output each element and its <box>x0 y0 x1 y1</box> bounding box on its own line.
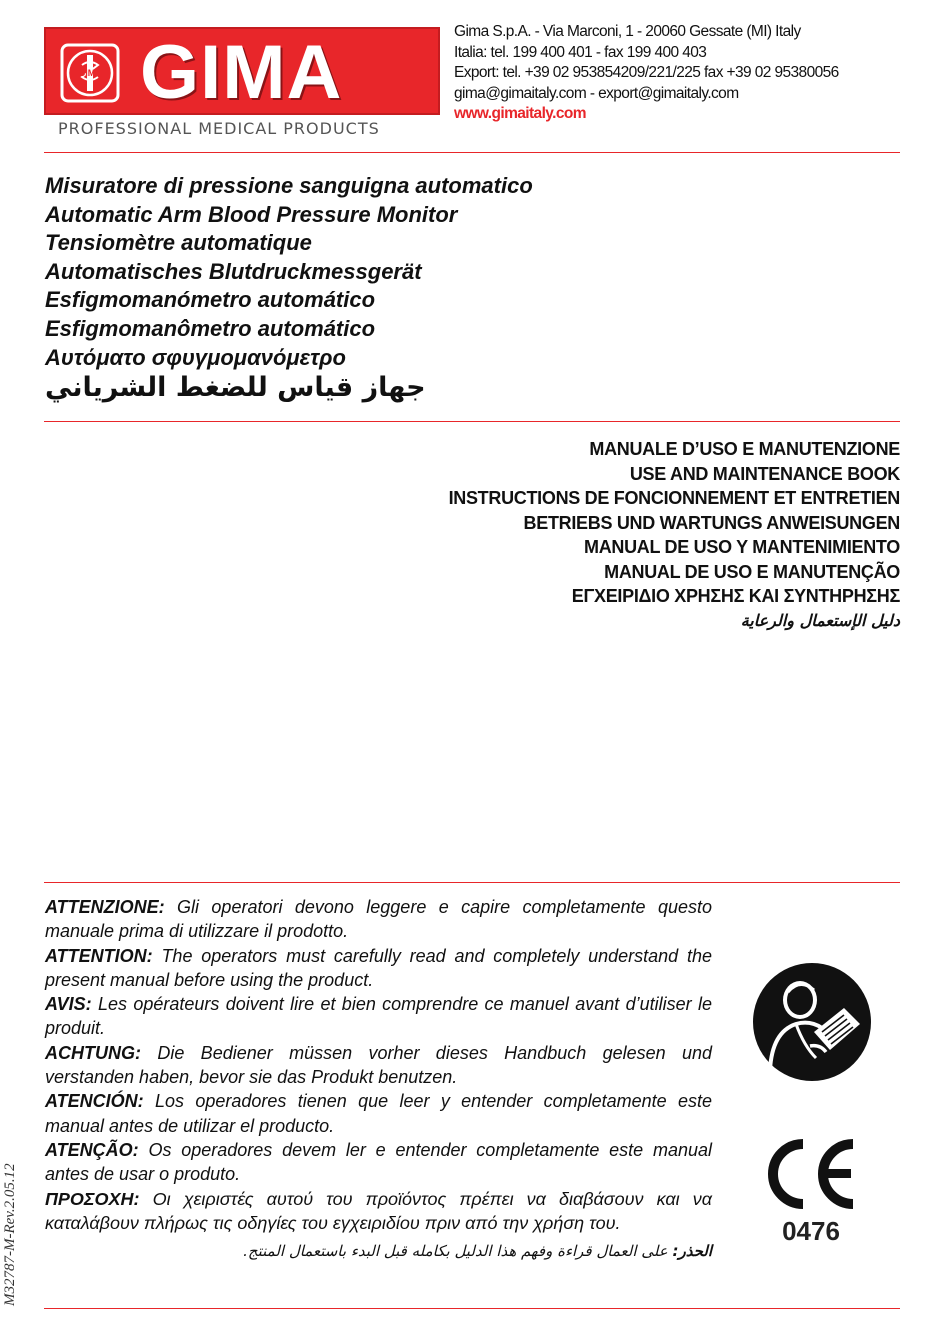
emblem-text: GIMA <box>78 68 102 78</box>
manual-titles <box>340 437 900 633</box>
company-info <box>454 22 894 125</box>
warning-text: Les opérateurs doivent lire et bien comprendre ce manuel avant d’utiliser le produit. <box>45 994 712 1039</box>
divider-rule <box>44 1308 900 1309</box>
company-export-phone: Export: tel. +39 02 953854209/221/225 fax +39 02 95380056 <box>454 64 839 82</box>
warning-block <box>45 895 712 1263</box>
warning-text: The operators must carefully read and completely understand the present manual before using the product. <box>45 945 712 990</box>
read-manual-icon <box>752 962 872 1082</box>
title-greek: Αυτόματο σφυγμομανόμετρο <box>45 344 346 370</box>
manual-portuguese: MANUAL DE USO E MANUTENÇÃO <box>604 561 900 582</box>
ce-mark-icon <box>763 1138 859 1210</box>
manual-english: USE AND MAINTENANCE BOOK <box>629 463 900 484</box>
warning-label: ATTENTION: <box>45 945 153 966</box>
document-revision: M32787-M-Rev.2.05.12 <box>2 1163 18 1306</box>
warning-arabic <box>45 1239 712 1263</box>
title-spanish: Esfigmomanómetro automático <box>45 287 376 313</box>
company-website: www.gimaitaly.com <box>454 105 586 123</box>
title-french: Tensiomètre automatique <box>45 230 312 256</box>
title-english: Automatic Arm Blood Pressure Monitor <box>45 201 458 227</box>
company-address: Gima S.p.A. - Via Marconi, 1 - 20060 Gessate (MI) Italy <box>454 23 801 40</box>
warning-label: ATTENZIONE: <box>45 897 165 917</box>
warning-text: على العمال قراءة وفهم هذا الدليل بكامله قبل البدء باستعمال المنتج. <box>243 1242 673 1261</box>
manual-italian: MANUALE D’USO E MANUTENZIONE <box>589 439 900 459</box>
warning-label: ATENÇÃO: <box>45 1139 139 1160</box>
warning-text: Gli operatori devono leggere e capire completamente questo manuale prima di utilizzare il prodotto. <box>45 897 712 942</box>
logo-tagline: PROFESSIONAL MEDICAL PRODUCTS <box>58 119 380 138</box>
warning-text: Die Bediener müssen vorher dieses Handbuch gelesen und verstanden haben, bevor sie das Produkt benutzen. <box>45 1042 712 1088</box>
warning-label: الحذر: <box>672 1242 712 1261</box>
warning-english <box>45 944 712 993</box>
company-italy-phone: Italia: tel. 199 400 401 - fax 199 400 403 <box>454 43 707 61</box>
title-arabic: جهاز قياس للضغط الشرياني <box>45 372 426 404</box>
manual-german: BETRIEBS UND WARTUNGS ANWEISUNGEN <box>523 512 900 533</box>
warning-text: Los operadores tienen que leer y entender completamente este manual antes de utilizar el producto. <box>45 1091 712 1136</box>
warning-greek <box>45 1187 712 1236</box>
warning-label: ATENCIÓN: <box>45 1091 144 1112</box>
divider-rule <box>44 421 900 422</box>
warning-text: Οι χειριστές αυτού του προϊόντος πρέπει να διαβάσουν και να καταλάβουν πλήρως τις οδηγίες του εγχειριδίου πριν από την χρήση του. <box>45 1188 712 1233</box>
manual-spanish: MANUAL DE USO Y MANTENIMIENTO <box>584 537 900 557</box>
warning-label: ACHTUNG: <box>45 1042 141 1063</box>
gima-emblem-icon <box>58 41 122 105</box>
title-portuguese: Esfigmomanômetro automático <box>45 315 376 341</box>
warning-label: ΠΡΟΣΟΧΗ: <box>45 1188 140 1209</box>
manual-french: INSTRUCTIONS DE FONCIONNEMENT ET ENTRETIEN <box>448 488 900 508</box>
product-titles <box>45 172 645 403</box>
warning-german <box>45 1041 712 1090</box>
warning-label: AVIS: <box>45 994 92 1015</box>
title-german: Automatisches Blutdruckmessgerät <box>45 258 422 284</box>
manual-greek: ΕΓΧΕΙΡΙΔΙΟ ΧΡΗΣΗΣ ΚΑΙ ΣΥΝΤΗΡΗΣΗΣ <box>571 586 900 606</box>
warning-text: Os operadores devem ler e entender completamente este manual antes de usar o produto. <box>45 1139 712 1185</box>
manual-arabic: دليل الإستعمال والرعاية <box>740 610 900 630</box>
warning-french <box>45 992 712 1041</box>
warning-italian <box>45 895 712 944</box>
logo-wordmark: GIMA <box>140 30 343 115</box>
divider-rule <box>44 882 900 883</box>
warning-portuguese <box>45 1138 712 1187</box>
divider-rule <box>44 152 900 153</box>
gima-logo <box>44 27 440 115</box>
warning-spanish <box>45 1089 712 1138</box>
title-italian: Misuratore di pressione sanguigna automatico <box>45 173 533 198</box>
ce-notified-body-number: 0476 <box>782 1216 840 1246</box>
company-emails: gima@gimaitaly.com - export@gimaitaly.com <box>454 84 739 102</box>
